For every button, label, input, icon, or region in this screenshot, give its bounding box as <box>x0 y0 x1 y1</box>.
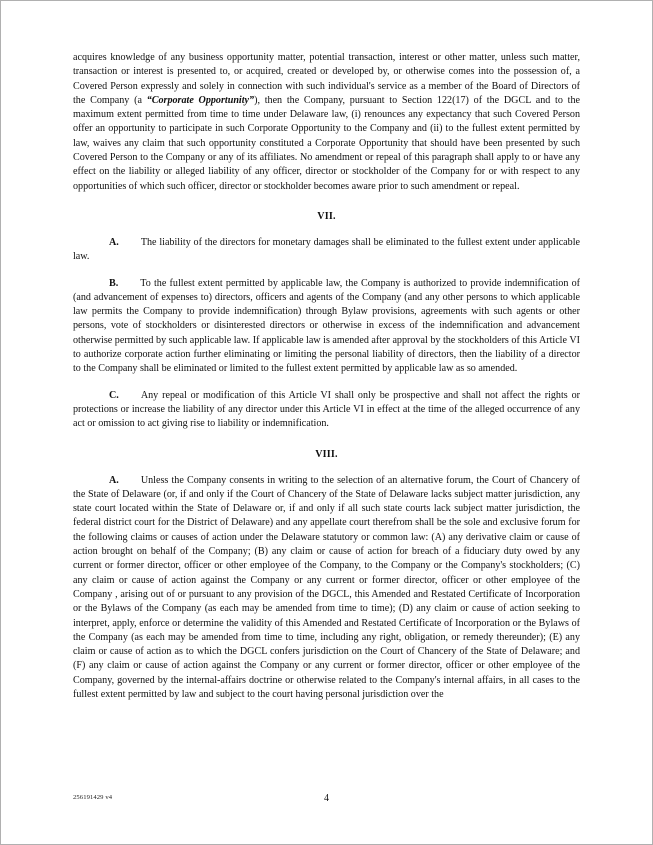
paragraph-vii-c <box>73 389 580 432</box>
paragraph-viii-a-label: A. <box>109 474 119 486</box>
footer-reference: 256191429 v4 <box>73 794 113 801</box>
paragraph-vii-a-text: The liability of the directors for monetary damages shall be eliminated to the fullest extent under applicable law. <box>73 236 580 263</box>
paragraph-vii-a <box>73 236 580 265</box>
article-viii-heading: VIII. <box>315 448 338 460</box>
paragraph-opening <box>73 51 580 194</box>
paragraph-opening-text: acquires knowledge of any business opportunity matter, potential transaction, interest or other matter, unless such matter, transaction or interest is presented to, or acquired, created or developed by, or otherwise comes into the possession of, a Covered Person expressly and solely in connection with such individual's service as a member of the Board of Directors of the Company (a <box>73 52 580 106</box>
article-vii-heading: VII. <box>317 210 336 222</box>
paragraph-vii-a-label: A. <box>109 236 119 248</box>
corporate-opportunity-emphasis: “Corporate Opportunity” <box>146 94 255 106</box>
paragraph-vii-b <box>73 277 580 377</box>
paragraph-vii-b-label: B. <box>109 277 119 289</box>
paragraph-opening-continued: ), then the Company, pursuant to Section 122(17) of the DGCL and to the maximum extent permitted from time to time under Delaware law, (i) renounces any expectancy that such Covered Person offer an opportunity to participate in such Corporate Opportunity to the Company and (ii) to the fullest extent permitted by law, waives any claim that such opportunity constituted a Corporate Opportunity that should have been presented by such Covered Person to the Company or any of its affiliates. No amendment or repeal of this paragraph shall apply to or have any effect on the liability or alleged liability of any officer, director or stockholder of the Company for or with respect to any opportunities of which such officer, director or stockholder becomes aware prior to such amendment or repeal. <box>73 94 580 192</box>
page-content <box>73 51 580 702</box>
paragraph-viii-a-text: Unless the Company consents in writing to the selection of an alternative forum, the Court of Chancery of the State of Delaware (or, if and only if the Court of Chancery of the State of Delaware lacks subject matter jurisdiction, any state court located within the State of Delaware or, if and only if all such state courts lack subject matter jurisdiction, the federal district court for the District of Delaware) and any appellate court therefrom shall be the sole and exclusive forum for the following claims or causes of action under the Delaware statutory or common law: (A) any derivative claim or cause of action brought on behalf of the Company; (B) any claim or cause of action for breach of a fiduciary duty owed by any current or former director, officer or other employee of the Company, to the Company or the Company's stockholders; (C) any claim or cause of action against the Company or any current or former director, officer or other employee of the Company , arising out of or pursuant to any provision of the DGCL, this Amended and Restated Certificate of Incorporation or the Bylaws of the Company (as each may be amended from time to time); (D) any claim or cause of action seeking to interpret, apply, enforce or determine the validity of this Amended and Restated Certificate of Incorporation or the Bylaws of the Company (as each may be amended from time to time, including any right, obligation, or remedy thereunder); (E) any claim or cause of action as to which the DGCL confers jurisdiction on the Court of Chancery of the State of Delaware; and (F) any claim or cause of action against the Company or any current or former director, officer or other employee of the Company, governed by the internal-affairs doctrine or otherwise related to the Company's internal affairs, in all cases to the fullest extent permitted by law and subject to the court having personal jurisdiction over the <box>73 474 580 700</box>
paragraph-vii-c-text: Any repeal or modification of this Article VI shall only be prospective and shall not affect the rights or protections or increase the liability of any director under this Article VI in effect at the time of the alleged occurrence of any act or omission to act giving rise to liability or indemnification. <box>73 389 580 430</box>
paragraph-viii-a <box>73 474 580 703</box>
paragraph-vii-b-text: To the fullest extent permitted by applicable law, the Company is authorized to provide indemnification of (and advancement of expenses to) directors, officers and agents of the Company (and any other persons to which applicable law permits the Company to provide indemnification) through Bylaw provisions, agreements with such agents or other persons, vote of stockholders or disinterested directors or otherwise in excess of the indemnification and advancement otherwise permitted by such applicable law. If applicable law is amended after approval by the stockholders of this Article VI to authorize corporate action further eliminating or limiting the personal liability of directors, then the liability of a director to the Company shall be eliminated or limited to the fullest extent permitted by applicable law as so amended. <box>73 277 580 375</box>
paragraph-vii-c-label: C. <box>109 389 119 401</box>
page-number: 4 <box>324 793 329 804</box>
